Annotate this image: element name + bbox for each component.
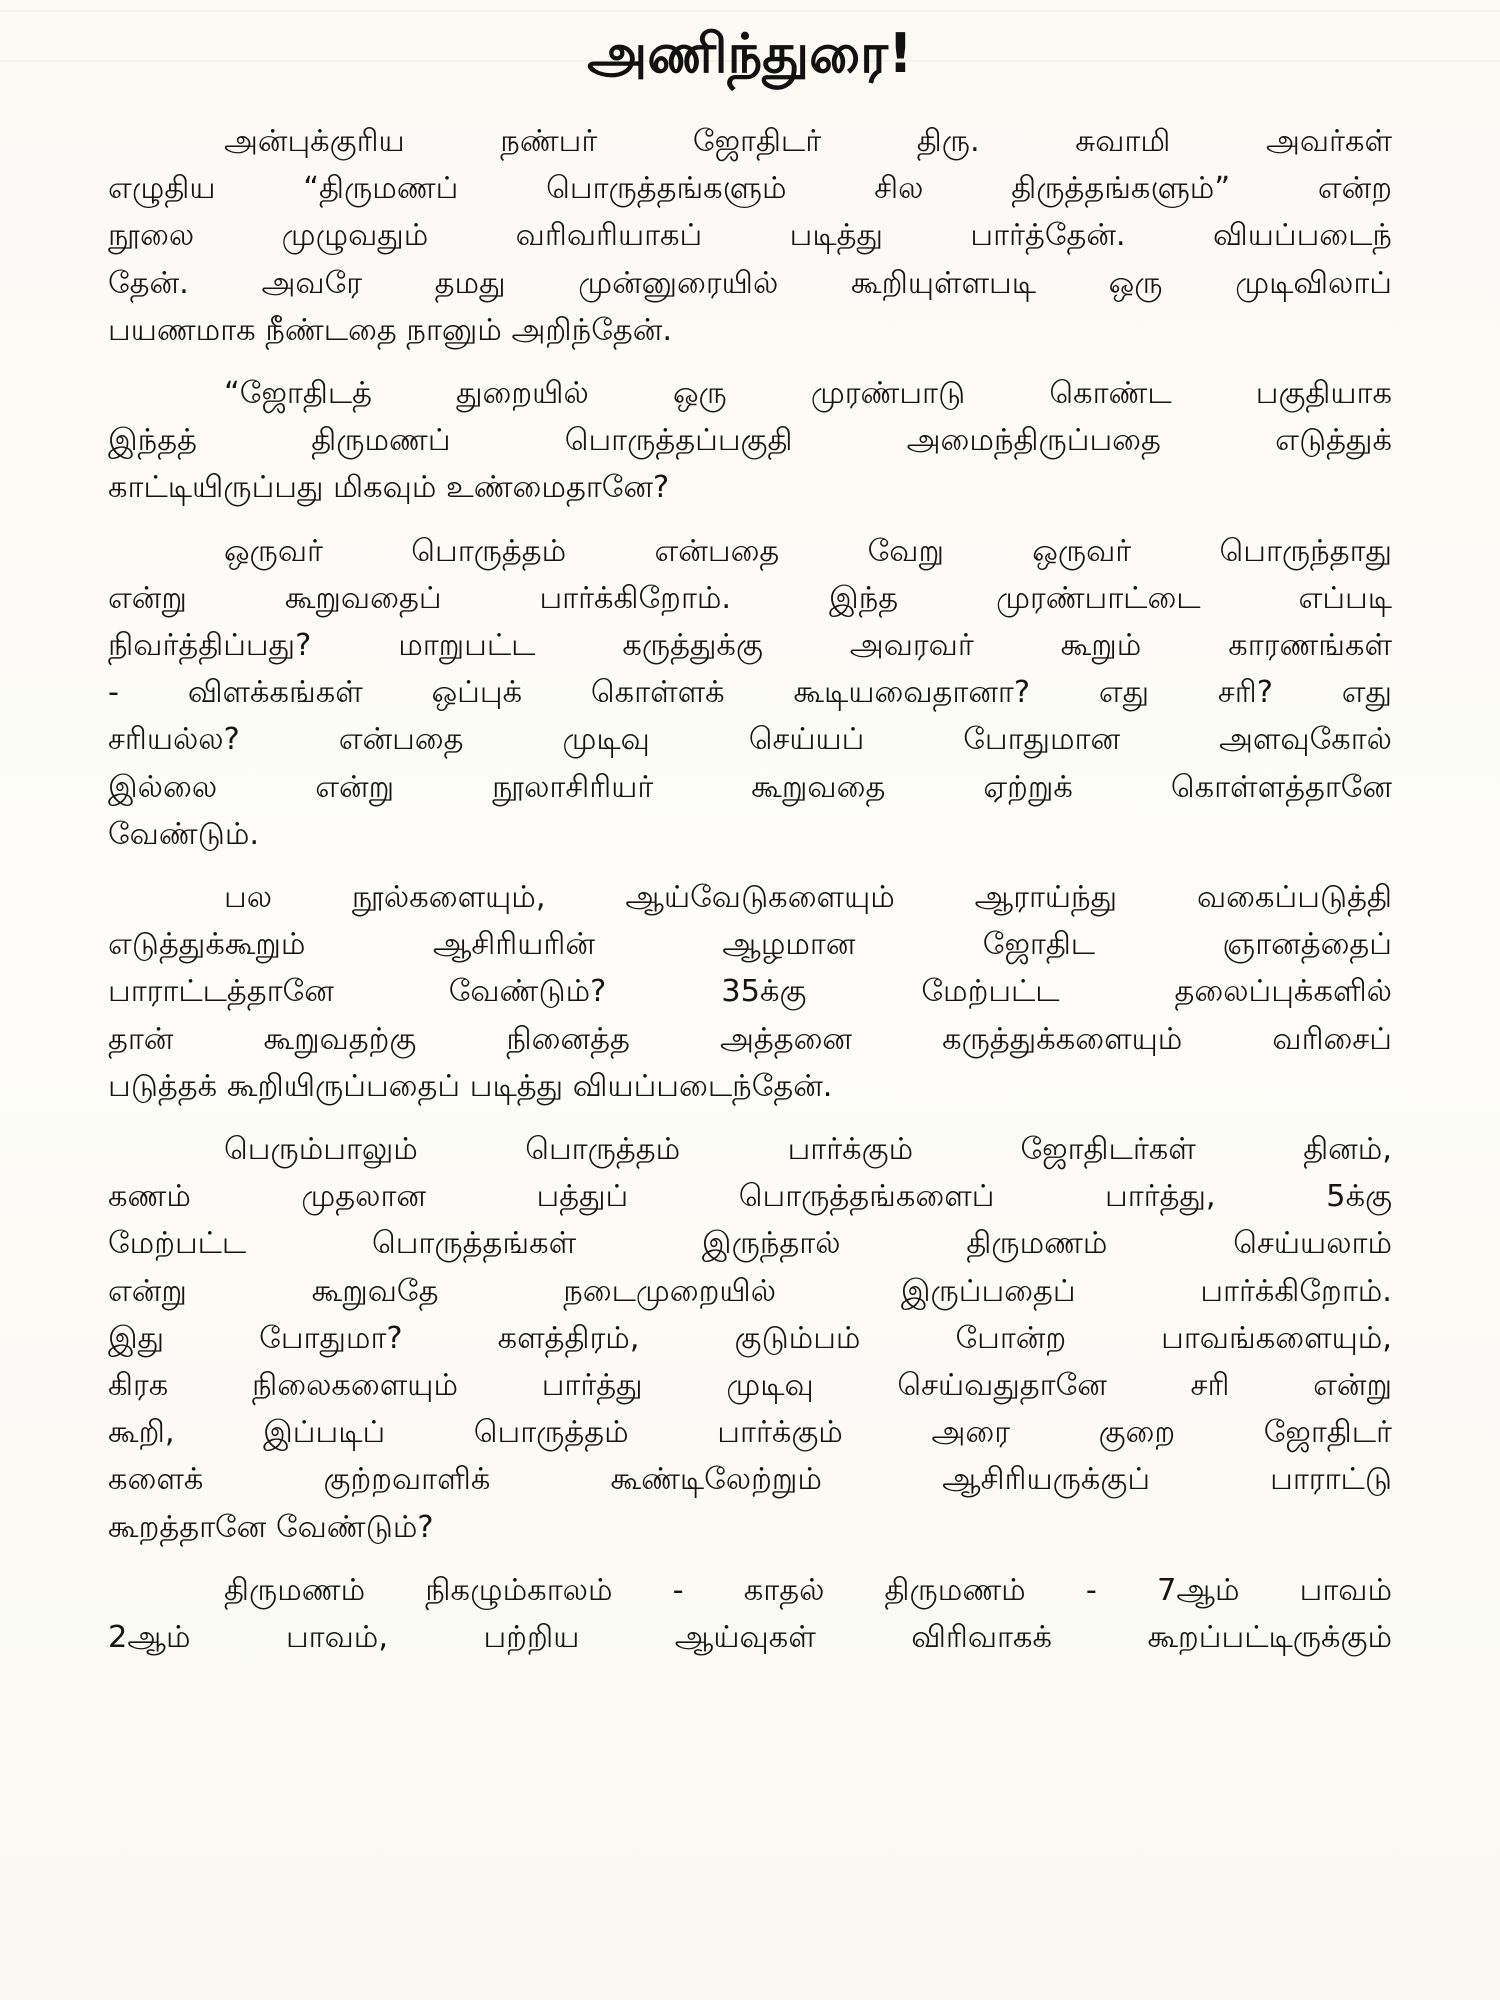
text-line: திருமணம் நிகழும்காலம் - காதல் திருமணம் - 7ஆம் பாவம் bbox=[224, 1572, 1392, 1608]
text-line: பல நூல்களையும், ஆய்வேடுகளையும் ஆராய்ந்து வகைப்படுத்தி bbox=[224, 880, 1392, 916]
paragraph bbox=[108, 118, 1392, 354]
text-line: கிரக நிலைகளையும் பார்த்து முடிவு செய்வதுதானே சரி என்று bbox=[108, 1368, 1392, 1404]
text-line: என்று கூறுவதைப் பார்க்கிறோம். இந்த முரண்பாட்டை எப்படி bbox=[108, 580, 1392, 616]
paragraph bbox=[108, 528, 1392, 858]
text-line: ஒருவர் பொருத்தம் என்பதை வேறு ஒருவர் பொருந்தாது bbox=[224, 533, 1392, 569]
text-line: கூறி, இப்படிப் பொருத்தம் பார்க்கும் அரை குறை ஜோதிடர் bbox=[108, 1415, 1392, 1451]
text-line: இந்தத் திருமணப் பொருத்தப்பகுதி அமைந்திருப்பதை எடுத்துக் bbox=[108, 423, 1392, 459]
paragraph bbox=[108, 1126, 1392, 1551]
body-text bbox=[108, 118, 1392, 1677]
text-line: பயணமாக நீண்டதை நானும் அறிந்தேன். bbox=[108, 312, 673, 348]
text-line: இல்லை என்று நூலாசிரியர் கூறுவதை ஏற்றுக் கொள்ளத்தானே bbox=[108, 769, 1392, 805]
text-line: 2ஆம் பாவம், பற்றிய ஆய்வுகள் விரிவாகக் கூறப்பட்டிருக்கும் bbox=[108, 1620, 1392, 1656]
paragraph bbox=[108, 370, 1392, 512]
text-line: “ஜோதிடத் துறையில் ஒரு முரண்பாடு கொண்ட பகுதியாக bbox=[224, 376, 1392, 412]
text-line: என்று கூறுவதே நடைமுறையில் இருப்பதைப் பார்க்கிறோம். bbox=[108, 1273, 1392, 1309]
text-line: இது போதுமா? களத்திரம், குடும்பம் போன்ற பாவங்களையும், bbox=[108, 1320, 1392, 1356]
text-line: பெரும்பாலும் பொருத்தம் பார்க்கும் ஜோதிடர்கள் தினம், bbox=[224, 1132, 1392, 1168]
text-line: நூலை முழுவதும் வரிவரியாகப் படித்து பார்த்தேன். வியப்படைந் bbox=[108, 218, 1392, 254]
text-line: எடுத்துக்கூறும் ஆசிரியரின் ஆழமான ஜோதிட ஞானத்தைப் bbox=[108, 927, 1392, 963]
text-line: நிவர்த்திப்பது? மாறுபட்ட கருத்துக்கு அவரவர் கூறும் காரணங்கள் bbox=[108, 628, 1392, 664]
text-line: களைக் குற்றவாளிக் கூண்டிலேற்றும் ஆசிரியருக்குப் பாராட்டு bbox=[108, 1462, 1392, 1498]
text-line: தேன். அவரே தமது முன்னுரையில் கூறியுள்ளபடி ஒரு முடிவிலாப் bbox=[108, 265, 1392, 301]
text-line: - விளக்கங்கள் ஒப்புக் கொள்ளக் கூடியவைதானா? எது சரி? எது bbox=[108, 675, 1392, 711]
page-title: அணிந்துரை! bbox=[587, 22, 913, 85]
bleed-through-line bbox=[0, 10, 1500, 12]
text-line: படுத்தக் கூறியிருப்பதைப் படித்து வியப்படைந்தேன். bbox=[108, 1068, 833, 1104]
text-line: எழுதிய “திருமணப் பொருத்தங்களும் சில திருத்தங்களும்” என்ற bbox=[108, 171, 1392, 207]
text-line: காட்டியிருப்பது மிகவும் உண்மைதானே? bbox=[108, 470, 670, 506]
text-line: சரியல்ல? என்பதை முடிவு செய்யப் போதுமான அளவுகோல் bbox=[108, 722, 1392, 758]
text-line: மேற்பட்ட பொருத்தங்கள் இருந்தால் திருமணம் செய்யலாம் bbox=[108, 1226, 1392, 1262]
text-line: வேண்டும். bbox=[108, 816, 260, 852]
paragraph bbox=[108, 874, 1392, 1110]
text-line: கணம் முதலான பத்துப் பொருத்தங்களைப் பார்த்து, 5க்கு bbox=[108, 1179, 1392, 1215]
text-line: பாராட்டத்தானே வேண்டும்? 35க்கு மேற்பட்ட தலைப்புக்களில் bbox=[108, 974, 1392, 1010]
text-line: அன்புக்குரிய நண்பர் ஜோதிடர் திரு. சுவாமி அவர்கள் bbox=[224, 124, 1392, 159]
paragraph bbox=[108, 1567, 1392, 1661]
text-line: கூறத்தானே வேண்டும்? bbox=[108, 1509, 434, 1545]
text-line: தான் கூறுவதற்கு நினைத்த அத்தனை கருத்துக்களையும் வரிசைப் bbox=[108, 1021, 1392, 1057]
